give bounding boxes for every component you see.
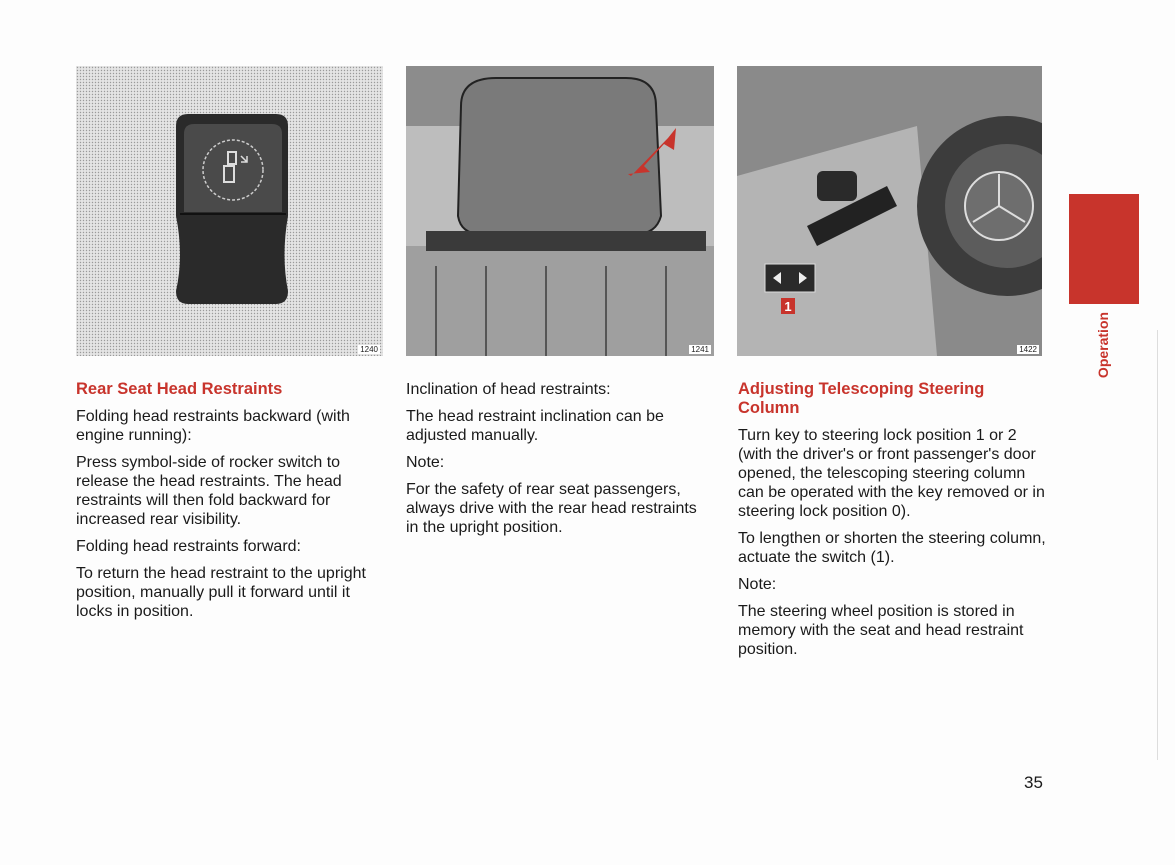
section-heading: Rear Seat Head Restraints bbox=[76, 380, 283, 398]
figure-number: 1241 bbox=[691, 345, 709, 354]
paragraph: To lengthen or shorten the steering column, actuate the switch (1). bbox=[738, 530, 1046, 566]
column-rear-seat-head-restraints bbox=[76, 380, 386, 629]
figure-steering-column bbox=[737, 66, 1042, 356]
section-heading: Adjusting Telescoping Steering Column bbox=[738, 380, 985, 417]
figure-number: 1240 bbox=[360, 345, 378, 354]
note-label: Note: bbox=[738, 576, 777, 593]
page-number: 35 bbox=[1024, 773, 1043, 792]
paragraph: For the safety of rear seat passengers, always drive with the rear head restraints in the upright position. bbox=[406, 481, 697, 536]
paragraph: Folding head restraints backward (with engine running): bbox=[76, 408, 350, 444]
paragraph: Turn key to steering lock position 1 or 2 (with the driver's or front passenger's door opened, the telescoping steering column can be operated with the key removed or in steering lock position 0). bbox=[738, 427, 1045, 520]
callout-number: 1 bbox=[784, 299, 792, 314]
paragraph: Press symbol-side of rocker switch to release the head restraints. The head restraints will then fold backward for increased rear visibility. bbox=[76, 454, 342, 528]
column-inclination bbox=[406, 380, 711, 545]
section-tab-marker bbox=[1069, 194, 1139, 304]
paragraph: The head restraint inclination can be adjusted manually. bbox=[406, 408, 664, 444]
figure-number: 1422 bbox=[1019, 345, 1037, 354]
paragraph: Inclination of head restraints: bbox=[406, 381, 611, 398]
steering-column-illustration bbox=[737, 66, 1042, 356]
section-label: Operation bbox=[1095, 311, 1111, 379]
paragraph: To return the head restraint to the upright position, manually pull it forward until it locks in position. bbox=[76, 565, 366, 620]
figure-rocker-switch bbox=[76, 66, 383, 356]
rocker-switch-illustration bbox=[76, 66, 383, 356]
figure-head-restraint bbox=[406, 66, 714, 356]
head-restraint-illustration bbox=[406, 66, 714, 356]
paragraph: Folding head restraints forward: bbox=[76, 538, 301, 555]
note-label: Note: bbox=[406, 454, 445, 471]
column-steering-column bbox=[738, 380, 1046, 667]
paragraph: The steering wheel position is stored in memory with the seat and head restraint position. bbox=[738, 603, 1024, 658]
page-edge bbox=[1157, 330, 1158, 760]
